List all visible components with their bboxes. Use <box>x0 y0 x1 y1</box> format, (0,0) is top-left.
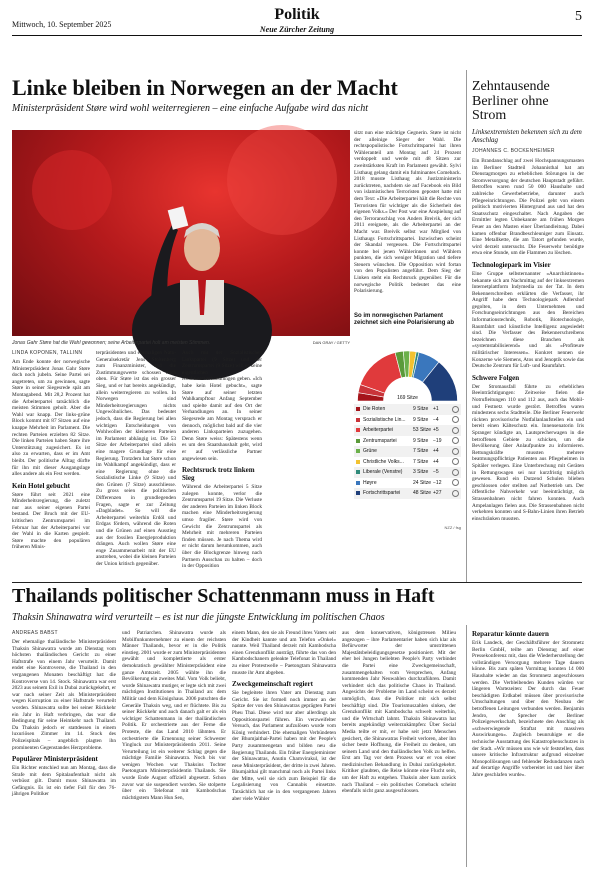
seat-change: −12 <box>433 479 442 486</box>
legend-swatch <box>356 491 360 495</box>
seat-count: 7 Sitze <box>413 448 429 454</box>
hemicycle-segment <box>360 353 401 394</box>
seat-count: 24 Sitze <box>413 479 432 486</box>
party-name: Sozialistische Lin... <box>363 416 406 423</box>
issue-date: Mittwoch, 10. September 2025 <box>12 20 112 29</box>
chart-legend-row <box>354 436 461 447</box>
article2-text: und Patriarchen. Shinawatra wurde als Mobilfunkunternehmer zu einem der reichsten Männer Thailands, bevor er in die Politik einstieg. 2001 wurde er zum Ministerpräsidenten gewählt und komplettierte als erster demokratisch gewählter Ministerpräsident eine ganze Amtszeit. 2005 wählte ihn die Bevölkerung ein zweites Mal. Vom Volk beliebt, wurde Shinawatra mutiger, er legte sich mit zwei mächtigen Institutionen in Thailand an: dem Militär und dem Königshaus. 2006 putschten die Generäle Thaksin weg, und er flüchtete. Bis zu seiner Rückkehr und auch danach galt er als ein wichtiger Schattenmann in der thailändischen Politik. Er orchestrierte aus der Ferne die Proteste, die das Land 2010 lähmten. Er orchestrierte die Ernennung seiner Schwester Yingluck zur Ministerpräsidentin 2011. Seine Verurteilung ist ein weiterer Schlag gegen die mächtige Familie Shinawatra. Noch bis vor wenigen Wochen war Thaksins Tochter Paetongtarn Ministerpräsidentin Thailands. Sie wurde Ende August offiziell abgesetzt. Schon zuvor war sie suspendiert worden. Sie stolperte über ein Telefonat mit Kambodschas mächtigstem Mann Hun Sen, <box>122 630 226 801</box>
article1-column-4 <box>354 130 461 310</box>
sidebar-text: Der Stromausfall führte zu erheblichen Beeinträchtigungen: Zeitweise fielen die Notrufleitungen 110 und 112 aus, auch das Mobil- und Festnetz wurde gestört. Betroffen waren mindestens sechs Stadtteile. Die Berliner Feuerwehr rückten provisorische Notfallanlaufstellen ein und bereit einen Kälteschutz ein. Innensenatorin Iris Spranger kündigte an, Lautsprecherwagen in die betroffenen Gebiete zu schicken, um die Bevölkerung über Anlaufpunkte zu informieren. Rettungskräfte mussten mehrere beatmungspflichtige Patienten aus Pflegeheimen in Spitäler verlegen. Eine Unterbrechung mit Geräten in Rettungswagen sei nur kurzfristig möglich gewesen. Rund ein Dutzend Schulen blieben geschlossen oder stellten auf Notbetrieb um. Der öffentliche Nahverkehr war beeinträchtigt, da Strassenbahnen nicht fahren konnten. Auch Ampelanlagen fielen aus. Die Strassenbahnen nicht verkehren konnten und S-Bahn-Linien ihren Betrieb einschränken mussten. <box>472 383 584 522</box>
masthead <box>12 6 582 36</box>
article2-text: Der ehemalige thailändische Ministerpräsident Thaksin Shinawatra wurde am Dienstag vom höchsten thailändischen Gericht zu einer Haftstrafe von einem Jahr verurteilt. Damit endet eine Kontroverse, die Thailand in den vergangenen Monaten beschäftigt hat: die Kontroverse von 14. Stock. Shinawatra war erst 2023 aus seinem Exil in Dubai zurückgekehrt, er war nach seiner Zeit als Ministerpräsident wegen Korruption zu einer Haftstrafe verurteilt worden. Shinawatra sollte bei seiner Rückkehr ein Jahr in Haft verbringen, das war die Bedingung für seine Heimkehr nach Thailand. Da Thaksin jedoch er stattdessen in einem luxuriösen Zimmer im 14. Stock des Polizeispitals – angeblich plagten ihn prominenten Gegenstandes Herzprobleme. <box>12 639 116 751</box>
party-icon <box>452 490 459 497</box>
sidebar-column <box>472 148 584 580</box>
seat-count: 9 Sitze <box>413 406 429 412</box>
article2-subheading: Populärer Ministerpräsident <box>12 755 98 764</box>
article1-headline: Linke bleiben in Norwegen an der Macht <box>12 75 398 100</box>
seat-change: +4 <box>433 458 439 465</box>
party-icon <box>452 448 459 455</box>
article1-byline: LINDA KOPONEN, TALLINN <box>12 350 83 356</box>
sidebar-subheading: Technologiepark im Visier <box>472 260 551 269</box>
article2-text: aus dem konservativen, königstreuen Milieu angezogen – ihre Parlamentarier haben sich klar als Befürworter der umstrittenen Majestätsbeleidigungsgesetze positioniert. Mit der eher bei Jungen beliebten People's Party verbindet die Partei eine Zweckgemeinschaft, zusammengehalten vom Versprechen, Anfang kommenden Jahr Neuwahlen durchzuführen. Damit verhindert sich das politische Chaos in Thailand. Angesichts der Probleme im Land scheint es derzeit unmöglich, dass die Politiker mit sich selbst beschäftigt sind. Die Tourismuszahlen sinken, der Grenzkonflikt mit Kambodscha schwelt weiterhin, und die Wirtschaft lahmt. Thaksin Shinawatra hat bereits angekündigt weiterzukämpfen: Über Social Media teilte er mit, er habe seit jetzt Menschen gesichert, die Shinawatras Freiheit verloren, aber ihn sicher beste Hoffnung, die Freiheit zu denken, um seinem Land und den thailändischen Volk zu helfen. Erst am Tag vor dem Prozess war er von einer medizinischen Behandlung in Dubai zurückgekehrt. Kritiker glaubten, die Reise könnte eine Flucht sein, um der Haft zu entgehen. Thaksin aber kam zurück nach Thailand – ein politisches Comeback scheint ebenfalls nicht ganz ausgeschlossen. <box>342 630 456 795</box>
article1-subhead: Ministerpräsident Støre wird wohl weiterregieren – eine einfache Aufgabe wird das nicht <box>12 103 368 114</box>
article1-column-2 <box>96 350 176 567</box>
legend-swatch <box>356 418 360 422</box>
article1-text: Auch mit der Sozialistischen Linkspartei (9 Sitze) und der Zentrumspartei (9 Sitze) will er keine eigentlichen Koalitionsverhandlungen geben. «Ich habe kein Hotel gebucht», sagte Støre auf seiner letzten Wahlkampftour Anfang September und spielte damit auf den Ort der Verhandlungen an. In seiner Siegesrede am Montag versprach er dennoch, möglichst bald auf die vier anderen Linksparteien zuzugehen. Denn Støre weiss: Spätestens wenn es um den Staatshaushalt geht, wird er auf verlässliche Partner angewiesen sein. <box>182 350 262 462</box>
party-name: Arbeiterpartei <box>363 427 394 433</box>
article1-subheading: Rechtsruck trotz linkem Sieg <box>182 466 255 483</box>
legend-swatch <box>356 481 360 485</box>
party-name: Zentrumspartei <box>363 437 397 444</box>
chart-legend-row <box>354 467 461 478</box>
page-number: 5 <box>575 9 582 24</box>
party-name: Christliche Volks... <box>363 458 404 465</box>
article1-subheading: Kein Hotel gebucht <box>12 481 70 490</box>
seat-change: +27 <box>433 490 442 496</box>
seat-change: +4 <box>433 448 439 454</box>
sidebar-byline: JOHANNES C. BOCKENHEIMER <box>472 148 555 154</box>
chart-legend-row <box>354 415 461 426</box>
legend-swatch <box>356 439 360 443</box>
chart-legend-row <box>354 446 461 457</box>
sidebar-headline: Zehntausende Berliner ohne Strom <box>472 79 550 124</box>
party-icon <box>452 479 459 486</box>
party-icon <box>452 469 459 476</box>
article1-column-3 <box>182 350 262 570</box>
seat-count: 53 Sitze <box>413 427 432 433</box>
article2-text: einem Mann, den sie als Freund ihres Vaters seit der Kindheit kannte und am Telefon «Onkel» nannte. Weil Thailand derzeit mit Kambodscha einen Grenzkonflikt austrägt, führte das von den Kambodschanern geleakte Telefonat in Thailand zu einer Protestwelle – Paetongtarn Shinawatra musste ihr Amt abgeben. <box>232 630 336 676</box>
article2-column-4 <box>342 630 456 866</box>
chart-legend-row <box>354 404 461 415</box>
article2-column-3 <box>232 630 336 866</box>
seat-change: +1 <box>433 406 439 412</box>
article1-text: terpräsidenten und ehemaligen Nato-Generalsekretär Jens Stoltenberg zum Finanzminister, und die Zustimmungswerte schossen nach oben. Für Støre ist das ein grosser Sieg, und er hat bereits angekündigt, allein weiterregieren zu wollen. In Norwegen sind Minderheitsregierungen nichts Ungewöhnliches. Das bedeutet jedoch, dass die Regierung bei allen wichtigen Entscheidungen von Wohlwollen der kleineren Parteien im Parlament abhängig ist. Die 53 Sitze der Arbeiterpartei sind allein eine magere Grundlage für eine Regierung. Trotzdem hat Støre schon im Wahlkampf angekündigt, dass er eine Regierung ohne die Sozialistische Linke (9 Sitze) und den Grünen (7 Sitze) ausschliesse. Zu gross seien die politischen Differenzen in grundlegenden Fragen, sagte er zur Zeitung «Dagbladet». So will die Arbeiterpartei weiterhin Erdöl und Erdgas fördern, während die Roten und die Grünen auf einen Ausstieg aus der fossilen Energieproduktion drängen. Auch wollen Støre eine enge Zusammenarbeit mit der EU anstreben, wobei die kleinen Parteien der Union kritisch gegenüber. <box>96 350 176 567</box>
seat-change: −5 <box>433 469 439 475</box>
sidebar-subhead: Linksextremisten bekennen sich zu dem Anschlag <box>472 128 582 144</box>
article1-text: sitzt nun eine mächtige Gegnerin. Støre ist nicht der alleinige Sieger der Wahl. Die rechtspopulistische Fortschrittspartei hat ihren Wähleranteil am Montag auf 24 Prozent verdoppelt und werde mit 48 Sitzen zur zweitstärksten Kraft im Parlament gewählt. Sylvi Listhaug gelang damit ein fulminantes Comeback. 2018 musste Listhaug als Justizministerin zurücktreten, nachdem sie auf Facebook ein Bild von islamistischen Terroristen gepostet hatte mit dem Text: «Die Arbeiterpartei hält die Rechte von Terroristen für wichtiger als die Sicherheit des eigenen Volks.» Der Post war eine Anspielung auf den Terroranschlag von Anders Breivik, der sich 2011 ereignete, als die Arbeiterpartei an der Macht war. Breivik selbst war Mitglied von Listhaugs Fortschrittspartei. Inzwischen scheint der Skandal vergessen. Die Fortschrittspartei konnte bei jenen Wählerinnen und Wählern punkten, die sich weniger Migration und tiefere Steuern wünschen. Die Opposition wird fortan von den Populisten angeführt. Dem Sieg der Linken steht ein Rechtsruck gegenüber. Für die norwegische Politik bedeutet das eine Polarisierung. <box>354 130 461 295</box>
photo-credit: DAN GRAY / GETTY <box>312 340 350 345</box>
parliament-chart <box>354 313 461 532</box>
sidebar-subheading: Reparatur könnte dauern <box>472 630 549 638</box>
legend-swatch <box>356 470 360 474</box>
seat-count: 9 Sitze <box>413 437 429 444</box>
article2-text: Sie begleitete ihren Vater am Dienstag zum Gericht. Sie ist formell noch immer an der Spitze der von den Shinawatras geprägten Partei Pheu Thai. Diese wird nur aber allerdings als Oppositionspartei führen. Ein verzweifelter Versuch, das Parlament aufzulösen wurde vom König verhindert. Die ehemaligen Verbündeten der Bhumjaithai-Partei haben mit der People's Party zusammengetan und bilden neu die Regierung Thailands. Ein früher Energieminister der Shinawatras, Anutin Charnvirakul, ist der neue Ministerpräsident, der dritte in zwei Jahren. Bhumjaithai gilt manchmal noch als Partei links der Mitte, weil sie sich zum Beispiel für die Legalisierung von Cannabis einsetzte. Tatsächlich hat sie in den vergangenen Jahren aber viele Wähler <box>232 690 336 802</box>
party-name: Fortschrittspartei <box>363 490 401 496</box>
party-name: Die Roten <box>363 406 386 412</box>
article1-text: Am Ende konnte der norwegische Ministerpräsident Jonas Gahr Støre doch noch jubeln. Seine Partei sei angetreten, um zu gewinnen, sagte Støre in seiner Siegesrede spät am Montagabend. Mit 28,2 Prozent hat die Arbeiterpartei tatsächlich die meisten Stimmen geholt. Aber die Wahl war knapp. Der links-grüne Block kommt mit 87 Sitzen auf eine knappe Mehrheit im Parlament. Die rechten Parteien erzielten 82 Sitze. Die linken Parteien haben Støre ihre Unterstützung zugesichert. Es ist also zu erwarten, dass er im Amt bleibt. Der politische Alltag dürfte für ihn mit dieser Ausgangslage alles andere als ein Fest werden. <box>12 359 90 478</box>
article2-column-1 <box>12 630 116 866</box>
sidebar-text: Erik Landeck, der Geschäftsführer der Stromnetz Berlin GmbH, teilte am Dienstag auf einer Pressekonferenz mit, dass die Wiederherstellung der vollständigen Versorgung mehrere Tage dauern könne. Bis zum späten Vormittag konnten 14 000 Haushalte wieder an das Stromnetz angeschlossen werden. Die Verbleibenden Kunden würden vor längeren Wartezeiten: Der durch das Feuer beschädigten Erdkabel müssen über provisorische Umschaltungen und über den Neubau der betroffenen Leitungen verbunden werden. Benjamin Jendro, der Sprecher der Berliner Polizeigewerkschaft, bezeichnete den Anschlag als «schwerwiegende Straftat mit massiven Auswirkungen». Zugleich beunruhigte er die technische Ausstattung des Katastrophenschutzes in der Stadt. «Wir müssen uns wie wir feststellen, dass unsere kritische Infrastruktur aufgrund einzelner Monopollösungen und fehlender Redundanzen nach auf derartige Angriffe vorbereitet ist und hier über Jahre geschlafen wurde». <box>472 640 584 778</box>
legend-swatch <box>356 449 360 453</box>
chart-footnote: NZZ / fsg <box>444 525 461 530</box>
article2-byline: ANDREAS BABST <box>12 630 58 636</box>
seat-count: 7 Sitze <box>413 458 429 465</box>
photo-caption: Jonas Gahr Støre hat die Wahl gewonnen; seine Arbeiterpartei holt am meisten Stimmen. <box>12 340 211 346</box>
sidebar-text: Ein Brandanschlag auf zwei Hochspannungsmasten im Berliner Stadtteil Johannisthal hat am Dienstagmorgen zu erheblichen Störungen in der Stromversorgung der deutschen Hauptstadt geführt. Betroffen waren rund 50 000 Haushalte und zahlreiche Gewerbebetriebe, darunter auch Pflegeeinrichtungen. Die Polizei geht von einem politisch motivierten Hintergrund aus und hat den Staatsschutz eingeschaltet. Nach Angaben der Ermittler legten Unbekannte am frühen Morgen Feuer an den Masten einer Überlandleitung. Dabei kamen offenbar Brandbeschleuniger zum Einsatz. Eine Metallkette, die am Tatort gefunden wurde, wird derzeit untersucht. Die Feuerwehr benötigte etwa eine Stunde, um die Flammen zu löschen. <box>472 158 584 257</box>
sidebar-subheading: Schwere Folgen <box>472 373 520 382</box>
section-title: Politik <box>274 6 320 23</box>
article1-photo <box>12 130 350 336</box>
photo-illustration <box>12 130 350 336</box>
chart-center-label: 169 Sitze <box>397 395 418 401</box>
article1-text: Støre führt seit 2021 eine Minderheitsregierung, die zuletzt nur aus seiner eigenen Partei bestand. Der Bruch mit der EU-kritischen Zentrumspartei im Februar hat der Arbeiterpartei vor der Wahl in die Karten gespielt. Støre machte den populären früheren Minis- <box>12 491 90 551</box>
article1-column-1 <box>12 350 90 551</box>
chart-legend-row <box>354 488 461 499</box>
chart-legend-row <box>354 425 461 436</box>
party-icon <box>452 427 459 434</box>
article2-subhead: Thaksin Shinawatra wird verurteilt – es ist nur die jüngste Entwicklung im politischen Chaos <box>12 612 385 623</box>
party-icon <box>452 406 459 413</box>
seat-count: 9 Sitze <box>413 416 429 423</box>
party-name: Liberale (Venstre) <box>363 469 403 475</box>
article2-column-2 <box>122 630 226 866</box>
article1-text: Während die Arbeiterpartei 5 Sitze zulegen konnte, verlor die Zentrumspartei 19 Sitze. Die Verluste der anderen Parteien im linken Block machen eine Minderheitsregierung umso fragiler. Støre wird von Gewicht die Zentrumspartei als Mehrheit mit mehreren Parteien finden müssen. Je nach Thema wird er nicht darum herumkommen, auch über die Blockgrenze hinweg nach Partnern Ausschau zu halten – doch in der Opposition <box>182 484 262 570</box>
legend-swatch <box>356 407 360 411</box>
party-name: Høyre <box>363 479 377 486</box>
party-icon <box>452 416 459 423</box>
seat-change: +5 <box>433 427 439 433</box>
article2-text: Ein Richter entschied nun am Montag, dass die Strafe mit dem Spitalaufenthalt nicht als verbüsst gilt. Damit muss Shinawatra im Gefängnis. Es ist ein tiefer Fall für den 76-jährigen Politiker <box>12 765 116 798</box>
chart-title: So im norwegischen Parlament zeichnet sich eine Polarisierung ab <box>354 313 455 326</box>
seat-count: 48 Sitze <box>413 490 432 496</box>
newspaper-brand: Neue Zürcher Zeitung <box>259 25 335 34</box>
seat-change: −4 <box>433 416 439 423</box>
legend-swatch <box>356 460 360 464</box>
article2-headline: Thailands politischer Schattenmann muss in Haft <box>12 585 435 607</box>
sidebar-text: Eine Gruppe selbsternannter «Anarchistinnen» bekannte sich am Nachmittag auf der linksextremen Internetplattform Indymedia zu der Tat. In dem Bekennerschreiben erklärten die Verfasser, ihr Angriff habe dem Technologiepark Adlershof gegolten, in dem Unternehmen und Forschungseinrichtungen aus den Bereichen Informationstechnik, Robotik, Biotechnologie, Raumfahrt und künstliche Intelligenz angesiedelt sind. Die Verfasser des Bekennerschreibens bezeichnen diese Branchen als «systemstabilisierend» und als «Profiteure militärischer Interessen». Konkret nennen sie Konzerne wie Siemens, Atos und Jenoptik sowie das Deutsche Zentrum für Luft- und Raumfahrt. <box>472 270 584 370</box>
article2-subheading: Zweckgemeinschaft regiert <box>232 680 313 689</box>
chart-legend-row <box>354 478 461 489</box>
sidebar-continuation <box>472 630 584 866</box>
party-name: Grüne <box>363 448 377 454</box>
seat-change: −19 <box>433 437 442 444</box>
chart-legend-row <box>354 457 461 468</box>
party-icon <box>452 458 459 465</box>
seat-count: 3 Sitze <box>413 469 429 475</box>
legend-swatch <box>356 428 360 432</box>
party-icon <box>452 437 459 444</box>
